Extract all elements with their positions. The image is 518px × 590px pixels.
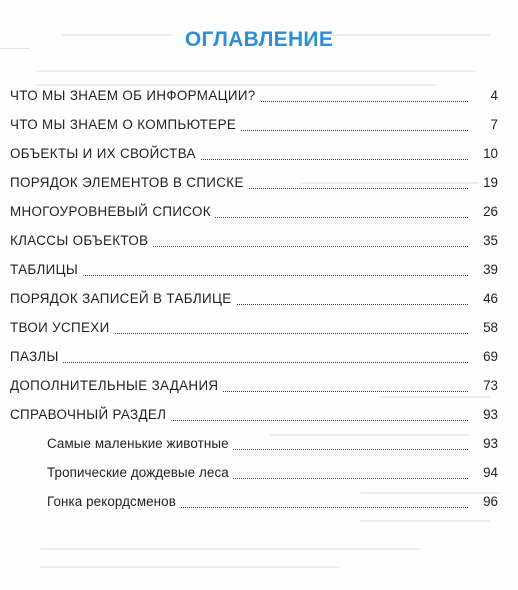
page-number: 93 (479, 407, 498, 423)
toc-entry[interactable] (0, 233, 518, 255)
toc-subentry-title: Гонка рекордсменов (47, 494, 180, 510)
toc-entry-title: ОБЪЕКТЫ И ИХ СВОЙСТВА (10, 146, 200, 162)
toc-entry-title: ЧТО МЫ ЗНАЕМ О КОМПЬЮТЕРЕ (10, 117, 240, 133)
toc-entry[interactable] (0, 320, 518, 342)
toc-entry[interactable] (0, 407, 518, 429)
page-number: 19 (479, 175, 498, 191)
toc-entry-title: ЧТО МЫ ЗНАЕМ ОБ ИНФОРМАЦИИ? (10, 88, 260, 104)
toc-entry-title: ПАЗЛЫ (10, 349, 63, 365)
page-number: 93 (479, 436, 498, 452)
page-number: 39 (479, 262, 498, 278)
toc-entry[interactable] (0, 204, 518, 226)
page-number: 26 (479, 204, 498, 220)
page-number: 69 (479, 349, 498, 365)
page-number: 4 (487, 88, 498, 104)
toc-entry-title: ПОРЯДОК ЗАПИСЕЙ В ТАБЛИЦЕ (10, 291, 236, 307)
toc-entry-title: КЛАССЫ ОБЪЕКТОВ (10, 233, 152, 249)
page-number: 35 (479, 233, 498, 249)
toc-entry[interactable] (0, 349, 518, 371)
page-number: 10 (479, 146, 498, 162)
page-number: 46 (479, 291, 498, 307)
toc-entry-title: МНОГОУРОВНЕВЫЙ СПИСОК (10, 204, 215, 220)
toc-entry[interactable] (0, 146, 518, 168)
toc-entry[interactable] (0, 117, 518, 139)
toc-entry-title: ТВОИ УСПЕХИ (10, 320, 114, 336)
toc-entry[interactable] (0, 88, 518, 110)
page-number: 94 (479, 465, 498, 481)
toc-entry-title: ПОРЯДОК ЭЛЕМЕНТОВ В СПИСКЕ (10, 175, 248, 191)
toc-entry-title: ДОПОЛНИТЕЛЬНЫЕ ЗАДАНИЯ (10, 378, 222, 394)
page-number: 58 (479, 320, 498, 336)
toc-entry[interactable] (0, 262, 518, 284)
toc-subentry[interactable] (0, 465, 518, 487)
toc-entry[interactable] (0, 378, 518, 400)
toc-entry[interactable] (0, 291, 518, 313)
page-number: 73 (479, 378, 498, 394)
toc-subentry-title: Самые маленькие животные (47, 436, 233, 452)
page-title: ОГЛАВЛЕНИЕ (184, 28, 334, 51)
toc-subentry[interactable] (0, 436, 518, 458)
toc-subentry[interactable] (0, 494, 518, 516)
toc-entry[interactable] (0, 175, 518, 197)
page-number: 96 (479, 494, 498, 510)
dot-leader (10, 362, 468, 363)
toc-subentry-title: Тропические дождевые леса (47, 465, 233, 481)
page-number: 7 (487, 117, 498, 133)
toc-entry-title: ТАБЛИЦЫ (10, 262, 82, 278)
toc-entry-title: СПРАВОЧНЫЙ РАЗДЕЛ (10, 407, 170, 423)
